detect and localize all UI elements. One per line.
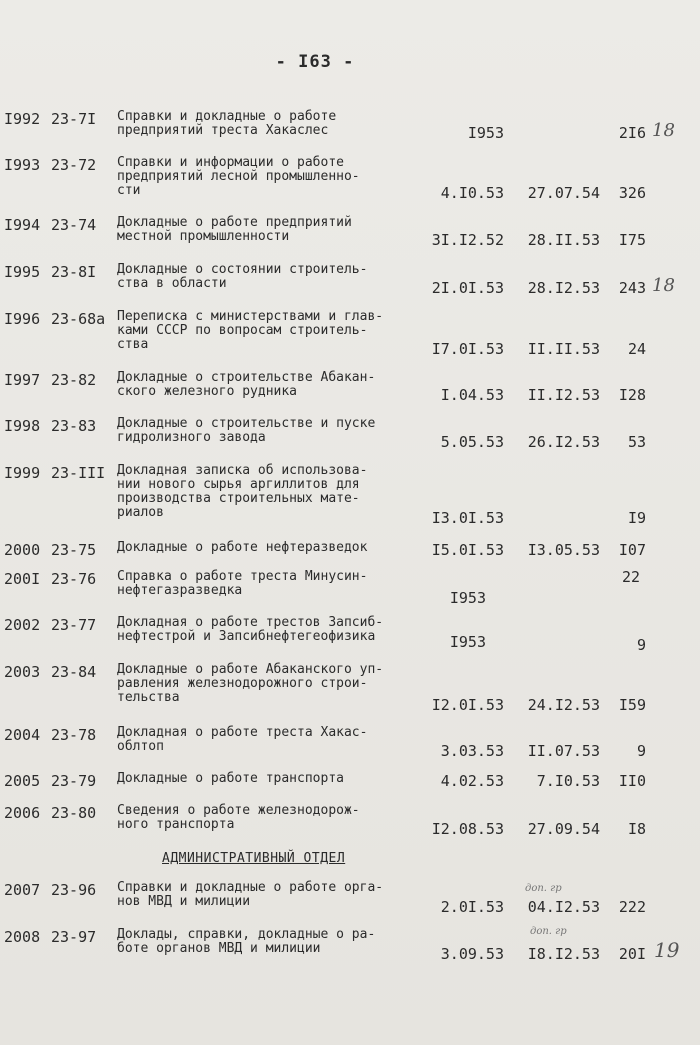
end-date: 24.I2.53 [527,696,600,714]
title-line: Докладная о работе треста Хакас- [117,725,368,740]
item-number: I993 [4,156,41,174]
start-date: I7.0I.53 [431,340,504,358]
end-date: 27.07.54 [527,184,600,202]
item-code: 23-8I [51,263,97,281]
section-header: АДМИНИСТРАТИВНЫЙ ОТДЕЛ [162,851,346,866]
item-number: I997 [4,371,41,389]
title-line: боте органов МВД и милиции [117,941,321,956]
handwritten-note: 19 [654,938,680,962]
item-code: 23-97 [51,928,97,946]
item-code: 23-79 [51,772,97,790]
item-code: 23-68а [51,310,106,328]
item-number: 2008 [4,928,41,946]
title-line: гидролизного завода [117,430,266,445]
sheet-count: 9 [636,636,646,654]
title-line: Сведения о работе железнодорож- [117,803,360,818]
title-line: нии нового сырья аргиллитов для [117,477,360,492]
handwritten-note: 18 [652,275,675,296]
start-date: I2.0I.53 [431,696,504,714]
sheet-count: I07 [618,541,646,559]
page-number: - I63 - [275,52,355,72]
item-number: 2004 [4,726,41,744]
title-line: облтоп [117,739,164,754]
title-line: ками СССР по вопросам строитель- [117,323,368,338]
title-line: ного транспорта [117,817,235,832]
title-line: ского железного рудника [117,384,298,399]
sheet-count: 22 [621,568,640,586]
item-title [117,464,437,520]
title-line: предприятий треста Хакаслес [117,123,329,138]
item-number: I999 [4,464,41,482]
title-line: равления железнодорожного строи- [117,676,368,691]
end-date: 04.I2.53 [527,898,600,916]
item-code: 23-82 [51,371,97,389]
title-line: Докладные о состоянии строитель- [117,262,368,277]
title-line: риалов [117,505,164,520]
sheet-count: 326 [618,184,646,202]
sheet-count: I28 [618,386,646,404]
handwritten-annotation: доп. гр [525,883,562,894]
title-line: Докладные о работе нефтеразведок [117,540,368,555]
end-date: 28.I2.53 [527,279,600,297]
title-line: предприятий лесной промышленно- [117,169,360,184]
item-title [117,616,437,644]
sheet-count: I59 [618,696,646,714]
item-title [117,156,437,198]
title-line: Докладные о строительстве Абакан- [117,370,376,385]
item-title [117,216,437,244]
end-date: 26.I2.53 [527,433,600,451]
item-title [117,417,437,445]
title-line: Справки и информации о работе [117,155,344,170]
item-title [117,310,437,352]
item-code: 23-84 [51,663,97,681]
end-date: I3.05.53 [527,541,600,559]
item-title [117,663,437,705]
end-date: 27.09.54 [527,820,600,838]
item-number: 2007 [4,881,41,899]
start-date: 3.09.53 [440,945,504,963]
title-line: сти [117,183,141,198]
start-date: I953 [467,124,504,142]
start-date: 2.0I.53 [440,898,504,916]
item-code: 23-72 [51,156,97,174]
title-line: Докладная записка об использова- [117,463,368,478]
title-line: тельства [117,690,180,705]
item-title [117,570,437,598]
handwritten-annotation: доп. гр [530,926,567,937]
start-date: 4.I0.53 [440,184,504,202]
title-line: Докладная о работе трестов Запсиб- [117,615,384,630]
item-title [117,110,437,138]
item-title [117,804,437,832]
end-date: II.II.53 [527,340,600,358]
end-date: 7.I0.53 [536,772,600,790]
sheet-count: I75 [618,231,646,249]
title-line: Переписка с министерствами и глав- [117,309,384,324]
end-date: 28.II.53 [527,231,600,249]
item-number: 2005 [4,772,41,790]
sheet-count: 24 [627,340,646,358]
start-date: I2.08.53 [431,820,504,838]
title-line: Справки и докладные о работе орга- [117,880,384,895]
start-date: 3.03.53 [440,742,504,760]
sheet-count: 9 [636,742,646,760]
item-code: 23-80 [51,804,97,822]
item-title [117,371,437,399]
sheet-count: I9 [627,509,646,527]
title-line: ства в области [117,276,227,291]
item-code: 23-75 [51,541,97,559]
item-number: I992 [4,110,41,128]
sheet-count: I8 [627,820,646,838]
item-number: I998 [4,417,41,435]
item-title [117,881,437,909]
title-line: производства строительных мате- [117,491,360,506]
title-line: нефтегазразведка [117,583,243,598]
start-date: 4.02.53 [440,772,504,790]
item-title [117,772,437,786]
item-number: 200I [4,570,41,588]
start-date: 5.05.53 [440,433,504,451]
item-number: 2000 [4,541,41,559]
title-line: нов МВД и милиции [117,894,251,909]
sheet-count: 222 [618,898,646,916]
title-line: ства [117,337,149,352]
item-number: 2002 [4,616,41,634]
item-number: I995 [4,263,41,281]
title-line: Докладные о работе предприятий [117,215,352,230]
title-line: местной промышленности [117,229,290,244]
item-code: 23-76 [51,570,97,588]
item-code: 23-78 [51,726,97,744]
item-number: I994 [4,216,41,234]
item-code: 23-83 [51,417,97,435]
handwritten-note: 18 [652,120,675,141]
title-line: Справки и докладные о работе [117,109,337,124]
sheet-count: 2I6 [618,124,646,142]
title-line: нефтестрой и Запсибнефтегеофизика [117,629,376,644]
sheet-count: 243 [618,279,646,297]
title-line: Докладные о работе транспорта [117,771,344,786]
start-date: I.04.53 [440,386,504,404]
sheet-count: 53 [627,433,646,451]
end-date: II.07.53 [527,742,600,760]
start-date: I3.0I.53 [431,509,504,527]
item-code: 23-74 [51,216,97,234]
item-code: 23-III [51,464,106,482]
end-date: II.I2.53 [527,386,600,404]
item-number: 2006 [4,804,41,822]
title-line: Доклады, справки, докладные о ра- [117,927,376,942]
item-title [117,263,437,291]
title-line: Докладные о строительстве и пуске [117,416,376,431]
start-date: 2I.0I.53 [431,279,504,297]
start-date: I5.0I.53 [431,541,504,559]
item-code: 23-77 [51,616,97,634]
item-title [117,928,437,956]
start-date: 3I.I2.52 [431,231,504,249]
sheet-count: II0 [618,772,646,790]
start-date: I953 [449,589,486,607]
item-title [117,541,437,555]
end-date: I8.I2.53 [527,945,600,963]
title-line: Справка о работе треста Минусин- [117,569,368,584]
item-code: 23-7I [51,110,97,128]
title-line: Докладные о работе Абаканского уп- [117,662,384,677]
item-title [117,726,437,754]
item-code: 23-96 [51,881,97,899]
item-number: I996 [4,310,41,328]
sheet-count: 20I [618,945,646,963]
item-number: 2003 [4,663,41,681]
start-date: I953 [449,633,486,651]
